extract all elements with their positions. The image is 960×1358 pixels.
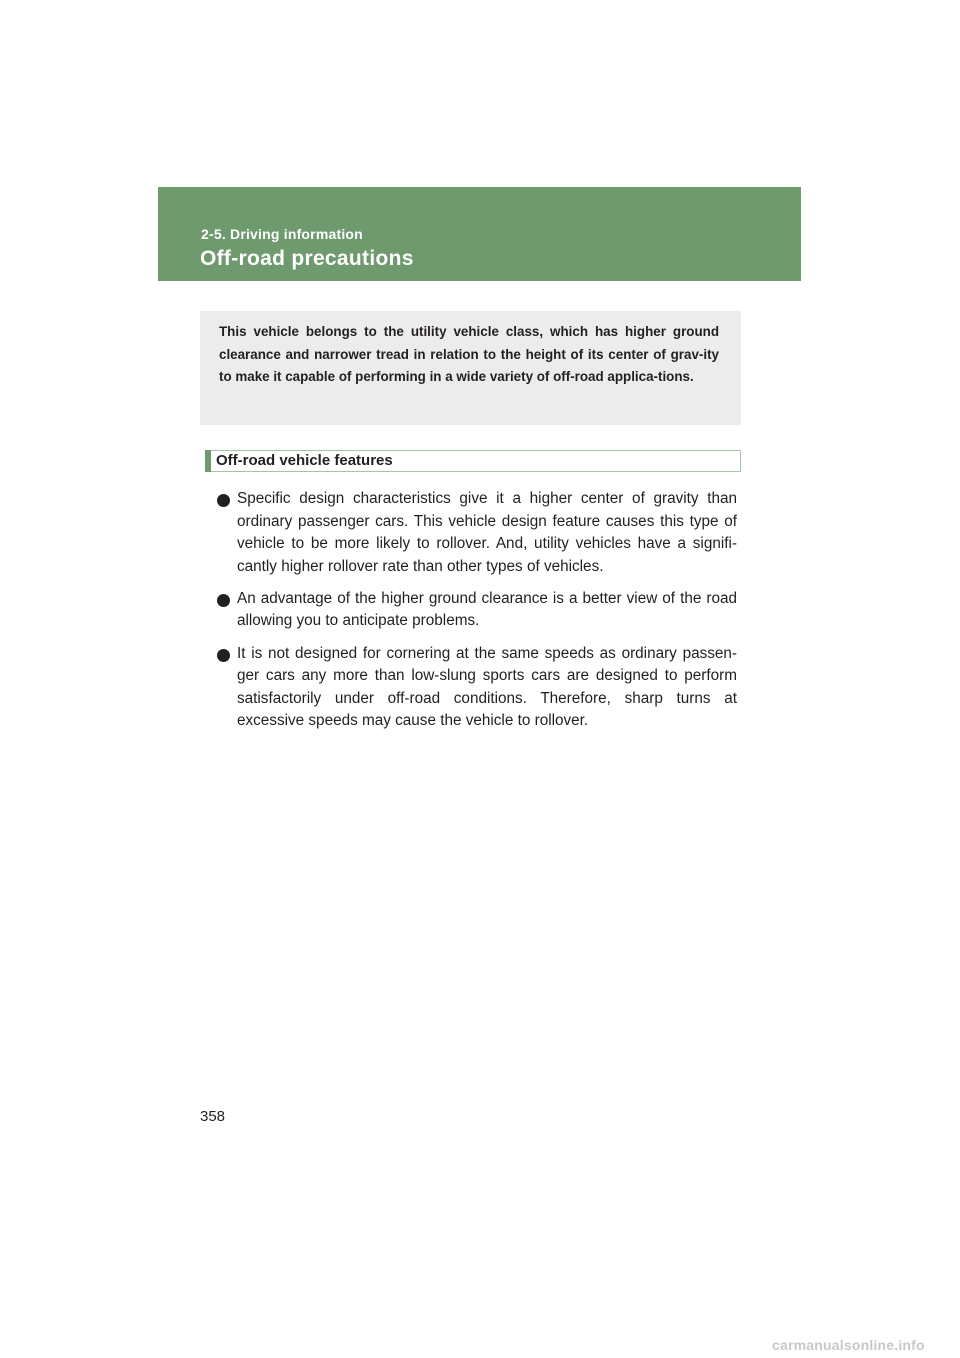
page-number: 358: [200, 1108, 226, 1125]
list-item-text: It is not designed for cornering at the same speeds as ordinary passen-ger cars any more than low-slung sports cars are designed to perform satisfactorily under off-road conditions. Therefore, sharp turns at excessive speeds may cause the vehicle to rollover.: [237, 644, 737, 730]
bullet-icon: [217, 594, 230, 607]
intro-text: This vehicle belongs to the utility vehicle class, which has higher ground clearance and narrower tread in relation to the height of its center of grav-ity to make it capable of performing in a wide variety of off-road applica-tions.: [219, 324, 719, 385]
subsection-heading-bar: [205, 450, 211, 472]
subsection-heading: [205, 450, 741, 472]
header-band: [158, 187, 801, 281]
bullet-icon: [217, 649, 230, 662]
bullet-icon: [217, 494, 230, 507]
list-item: [215, 488, 737, 578]
watermark: carmanualsonline.info: [772, 1337, 925, 1353]
intro-box: [200, 311, 741, 425]
list-item: [215, 643, 737, 733]
feature-list: [215, 488, 737, 742]
page-title: Off-road precautions: [200, 247, 414, 270]
list-item-text: Specific design characteristics give it a higher center of gravity than ordinary passenger cars. This vehicle design feature causes this type of vehicle to be more likely to rollover. And, utility vehicles have a signifi-cantly higher rollover rate than other types of vehicles.: [237, 490, 737, 575]
list-item: [215, 588, 737, 633]
section-label: 2-5. Driving information: [201, 226, 363, 242]
subsection-heading-text: Off-road vehicle features: [216, 452, 393, 469]
list-item-text: An advantage of the higher ground clearance is a better view of the road allowing you to anticipate problems.: [237, 589, 737, 630]
